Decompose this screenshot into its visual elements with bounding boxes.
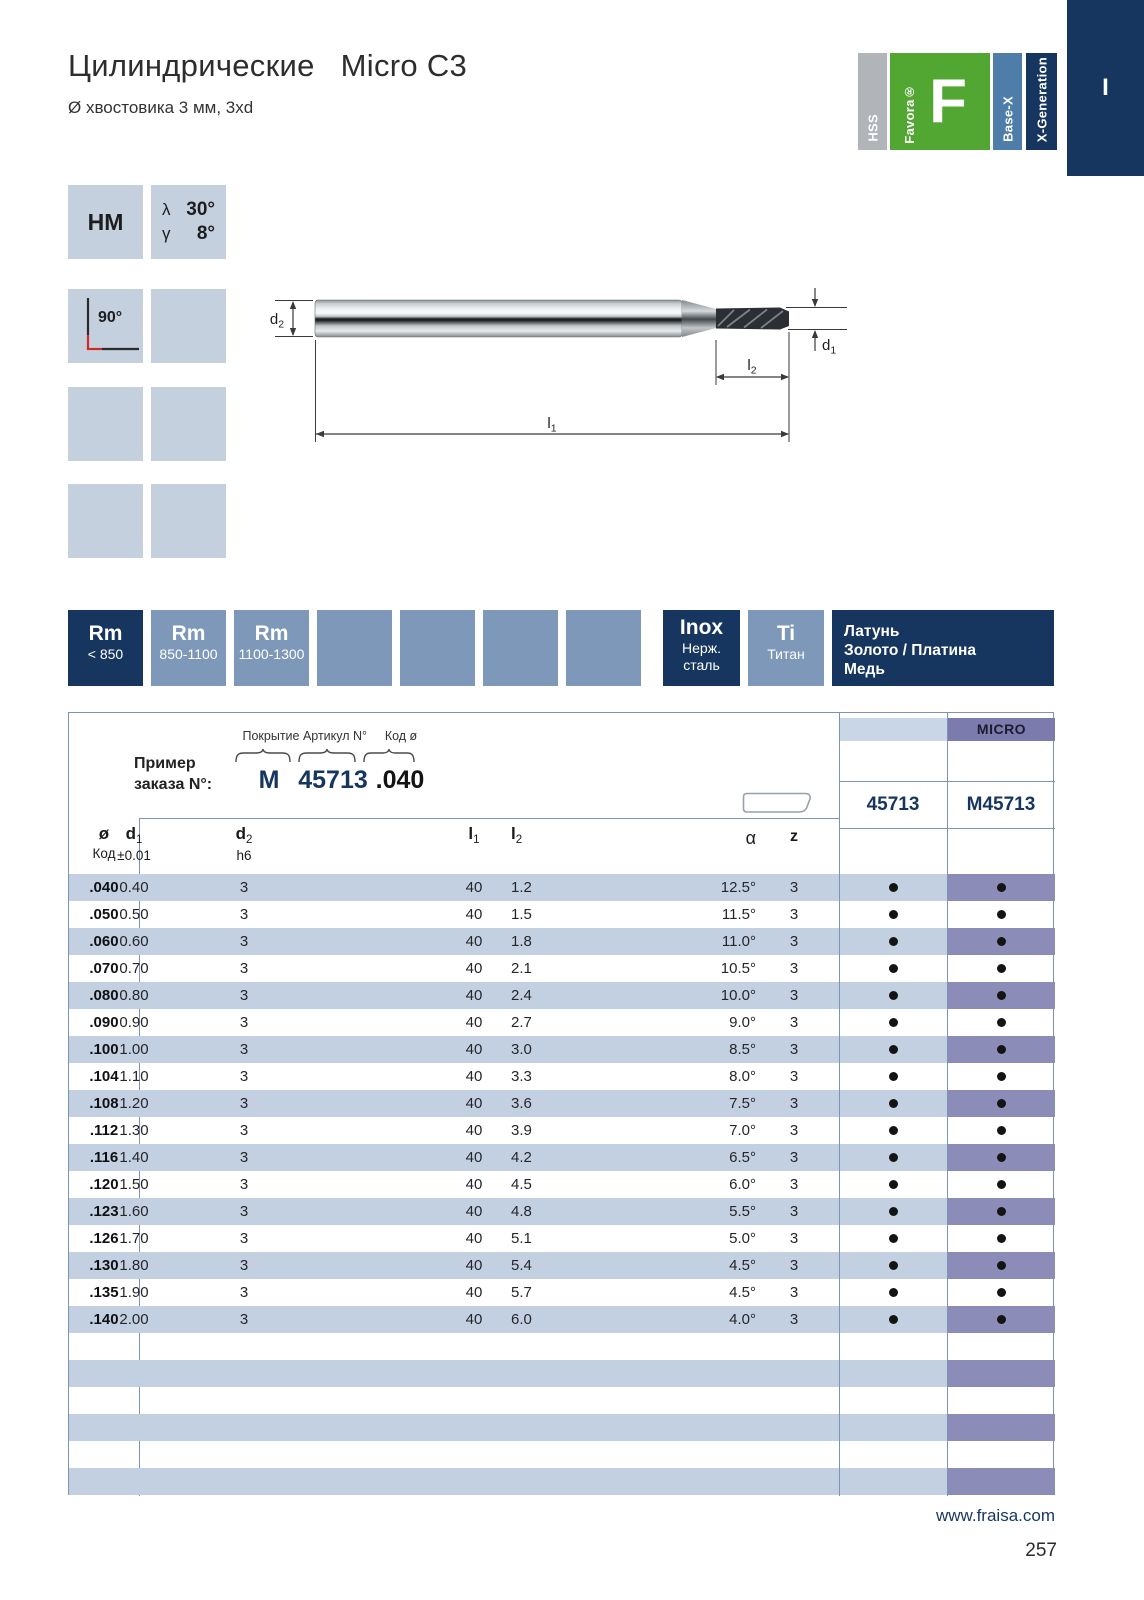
row-stripe-micro-col bbox=[948, 1387, 1055, 1414]
availability-dot-45713 bbox=[889, 1207, 898, 1216]
availability-dot-m45713 bbox=[997, 910, 1006, 919]
cell-l1: 40 bbox=[465, 933, 483, 950]
rm1-label: Rm bbox=[88, 622, 123, 645]
cell-l2: 3.6 bbox=[511, 1095, 532, 1112]
cell-alpha: 10.0° bbox=[720, 987, 756, 1004]
cell-l1: 40 bbox=[465, 1068, 483, 1085]
table-row bbox=[69, 1009, 1055, 1036]
row-stripe-main bbox=[69, 1441, 839, 1468]
material-empty-4 bbox=[566, 610, 641, 686]
cell-l1: 40 bbox=[465, 1311, 483, 1328]
cell-l1: 40 bbox=[465, 1203, 483, 1220]
tool-silhouette-icon bbox=[741, 791, 819, 815]
cell-l1: 40 bbox=[465, 960, 483, 977]
cell-d2: 3 bbox=[239, 1068, 249, 1085]
cell-l1: 40 bbox=[465, 987, 483, 1004]
table-row bbox=[69, 1468, 1055, 1495]
inox-sub1: Нерж. bbox=[682, 640, 721, 656]
cell-z: 3 bbox=[789, 1068, 799, 1085]
cell-code: .112 bbox=[89, 1122, 119, 1139]
cell-l1: 40 bbox=[465, 1176, 483, 1193]
cell-z: 3 bbox=[789, 906, 799, 923]
row-stripe-micro-col bbox=[948, 1414, 1055, 1441]
table-row bbox=[69, 1306, 1055, 1333]
cell-l1: 40 bbox=[465, 879, 483, 896]
helix-symbol: λ bbox=[162, 200, 171, 219]
page-title-model: Micro C3 bbox=[340, 48, 468, 83]
table-column-headers bbox=[69, 818, 839, 874]
product-table bbox=[68, 712, 1054, 1495]
dim-label-l2: $l_2$ bbox=[747, 357, 757, 377]
helix-angle-row bbox=[162, 198, 215, 222]
table-row bbox=[69, 1360, 1055, 1387]
availability-dot-m45713 bbox=[997, 964, 1006, 973]
cell-alpha: 8.0° bbox=[729, 1068, 756, 1085]
cell-l1: 40 bbox=[465, 1230, 483, 1247]
example-code-value: .040 bbox=[375, 766, 425, 794]
material-inox bbox=[663, 610, 740, 686]
table-row bbox=[69, 1387, 1055, 1414]
cell-d2: 3 bbox=[239, 933, 249, 950]
cell-l2: 2.1 bbox=[511, 960, 532, 977]
cell-d2: 3 bbox=[239, 1095, 249, 1112]
column-band-micro: MICRO bbox=[948, 718, 1055, 741]
cell-l1: 40 bbox=[465, 1095, 483, 1112]
cell-d2: 3 bbox=[239, 1122, 249, 1139]
row-stripe-micro-col bbox=[948, 1360, 1055, 1387]
spec-box-empty-2 bbox=[68, 387, 143, 461]
cell-z: 3 bbox=[789, 1149, 799, 1166]
cell-alpha: 6.0° bbox=[729, 1176, 756, 1193]
cell-d2: 3 bbox=[239, 1041, 249, 1058]
cell-code: .060 bbox=[89, 933, 119, 950]
cell-alpha: 7.0° bbox=[729, 1122, 756, 1139]
cell-l2: 5.7 bbox=[511, 1284, 532, 1301]
cell-code: .050 bbox=[89, 906, 119, 923]
cell-code: .100 bbox=[89, 1041, 119, 1058]
cell-z: 3 bbox=[789, 1041, 799, 1058]
cell-alpha: 5.0° bbox=[729, 1230, 756, 1247]
cell-l1: 40 bbox=[465, 1284, 483, 1301]
cell-alpha: 4.5° bbox=[729, 1257, 756, 1274]
cell-d1: 1.50 bbox=[119, 1176, 149, 1193]
article-label: Артикул N° bbox=[302, 729, 368, 743]
cell-d1: 1.80 bbox=[119, 1257, 149, 1274]
cell-d1: 0.60 bbox=[119, 933, 149, 950]
tool-technical-drawing bbox=[255, 282, 855, 457]
availability-dot-m45713 bbox=[997, 1207, 1006, 1216]
example-article-value: 45713 bbox=[298, 766, 368, 794]
cell-d1: 0.40 bbox=[119, 879, 149, 896]
cell-z: 3 bbox=[789, 1230, 799, 1247]
cell-l2: 4.2 bbox=[511, 1149, 532, 1166]
cell-code: .040 bbox=[89, 879, 119, 896]
table-row bbox=[69, 1144, 1055, 1171]
cell-code: .116 bbox=[89, 1149, 119, 1166]
tab-favora bbox=[890, 53, 990, 150]
rm3-range: 1100-1300 bbox=[238, 646, 305, 662]
cell-alpha: 12.5° bbox=[720, 879, 756, 896]
article-brace bbox=[298, 749, 356, 763]
order-example-caption-line1: Пример bbox=[134, 755, 196, 772]
cell-l2: 1.5 bbox=[511, 906, 532, 923]
cell-z: 3 bbox=[789, 1203, 799, 1220]
row-stripe-main bbox=[69, 1387, 839, 1414]
nonferrous-line3: Медь bbox=[844, 661, 885, 678]
tab-basex bbox=[993, 53, 1022, 150]
page-number: 257 bbox=[1025, 1540, 1057, 1561]
page-title bbox=[68, 48, 467, 84]
cell-alpha: 4.5° bbox=[729, 1284, 756, 1301]
availability-dot-m45713 bbox=[997, 1126, 1006, 1135]
availability-dot-45713 bbox=[889, 1072, 898, 1081]
availability-dot-45713 bbox=[889, 1261, 898, 1270]
availability-dot-45713 bbox=[889, 883, 898, 892]
order-example-caption-line2: заказа N°: bbox=[134, 776, 213, 793]
order-example-caption bbox=[134, 753, 212, 795]
cell-l2: 6.0 bbox=[511, 1311, 532, 1328]
cell-z: 3 bbox=[789, 1122, 799, 1139]
rule-order-bottom bbox=[839, 828, 1055, 829]
cell-l2: 5.4 bbox=[511, 1257, 532, 1274]
cell-d2: 3 bbox=[239, 1257, 249, 1274]
cell-code: .120 bbox=[89, 1176, 119, 1193]
cell-d1: 1.30 bbox=[119, 1122, 149, 1139]
cell-d1: 0.70 bbox=[119, 960, 149, 977]
cell-z: 3 bbox=[789, 1284, 799, 1301]
material-rm-1100-1300 bbox=[234, 610, 309, 686]
ti-label: Ti bbox=[776, 622, 796, 645]
cell-z: 3 bbox=[789, 987, 799, 1004]
material-titanium bbox=[748, 610, 824, 686]
material-rm-850 bbox=[68, 610, 143, 686]
row-stripe-main bbox=[69, 1333, 839, 1360]
cell-z: 3 bbox=[789, 1095, 799, 1112]
rake-symbol: γ bbox=[162, 224, 171, 243]
table-row bbox=[69, 1333, 1055, 1360]
cell-l1: 40 bbox=[465, 1122, 483, 1139]
material-empty-3 bbox=[483, 610, 558, 686]
row-stripe-micro-col bbox=[948, 1468, 1055, 1495]
example-coating-value: M bbox=[258, 766, 280, 794]
cell-z: 3 bbox=[789, 933, 799, 950]
availability-dot-45713 bbox=[889, 1315, 898, 1324]
rm2-label: Rm bbox=[171, 622, 206, 645]
cell-d2: 3 bbox=[239, 960, 249, 977]
cell-l2: 5.1 bbox=[511, 1230, 532, 1247]
cell-code: .080 bbox=[89, 987, 119, 1004]
table-row bbox=[69, 1117, 1055, 1144]
cell-z: 3 bbox=[789, 879, 799, 896]
cell-d2: 3 bbox=[239, 987, 249, 1004]
cell-l1: 40 bbox=[465, 906, 483, 923]
table-row bbox=[69, 901, 1055, 928]
rm3-label: Rm bbox=[254, 622, 289, 645]
cell-l2: 1.2 bbox=[511, 879, 532, 896]
cell-alpha: 8.5° bbox=[729, 1041, 756, 1058]
row-stripe-main bbox=[69, 1360, 839, 1387]
availability-dot-45713 bbox=[889, 991, 898, 1000]
availability-dot-45713 bbox=[889, 1153, 898, 1162]
column-band-plain bbox=[840, 718, 947, 741]
row-stripe-plain-col bbox=[840, 1468, 947, 1495]
cell-d2: 3 bbox=[239, 1311, 249, 1328]
table-row bbox=[69, 1198, 1055, 1225]
nonferrous-line2: Золото / Платина bbox=[844, 642, 976, 659]
material-label: HM bbox=[87, 208, 124, 235]
corner-angle-value: 90° bbox=[98, 309, 123, 326]
table-row bbox=[69, 1441, 1055, 1468]
tab-hss bbox=[858, 53, 887, 150]
cell-d2: 3 bbox=[239, 1176, 249, 1193]
table-row bbox=[69, 1252, 1055, 1279]
header-z: z bbox=[790, 828, 798, 845]
cell-d1: 1.40 bbox=[119, 1149, 149, 1166]
table-row bbox=[69, 1279, 1055, 1306]
website-link[interactable]: www.fraisa.com bbox=[935, 1506, 1055, 1525]
rm1-range: < 850 bbox=[87, 646, 124, 662]
spec-box-empty-3 bbox=[151, 387, 226, 461]
cell-d1: 1.70 bbox=[119, 1230, 149, 1247]
table-row bbox=[69, 1225, 1055, 1252]
helix-value: 30° bbox=[186, 199, 215, 220]
cell-l2: 3.0 bbox=[511, 1041, 532, 1058]
cell-code: .126 bbox=[89, 1230, 119, 1247]
material-rm-850-1100 bbox=[151, 610, 226, 686]
availability-dot-45713 bbox=[889, 1045, 898, 1054]
material-empty-1 bbox=[317, 610, 392, 686]
coating-brace bbox=[235, 749, 291, 763]
table-body bbox=[69, 874, 1055, 1495]
cell-d1: 2.00 bbox=[119, 1311, 149, 1328]
availability-dot-m45713 bbox=[997, 937, 1006, 946]
cell-alpha: 7.5° bbox=[729, 1095, 756, 1112]
availability-dot-45713 bbox=[889, 910, 898, 919]
table-row bbox=[69, 1036, 1055, 1063]
tab-basex-label: Base-X bbox=[1000, 96, 1015, 142]
nonferrous-line1: Латунь bbox=[844, 623, 900, 640]
availability-dot-45713 bbox=[889, 1234, 898, 1243]
availability-dot-45713 bbox=[889, 937, 898, 946]
cell-alpha: 11.0° bbox=[721, 933, 756, 950]
rm2-range: 850-1100 bbox=[159, 646, 218, 662]
availability-dot-m45713 bbox=[997, 1288, 1006, 1297]
tab-hss-label: HSS bbox=[865, 114, 880, 142]
material-nonferrous bbox=[832, 610, 1054, 686]
table-row bbox=[69, 955, 1055, 982]
cell-code: .108 bbox=[89, 1095, 119, 1112]
header-code-symbol: ø bbox=[98, 824, 110, 843]
availability-dot-m45713 bbox=[997, 1315, 1006, 1324]
availability-dot-m45713 bbox=[997, 1153, 1006, 1162]
rake-angle-row bbox=[162, 222, 215, 246]
cell-l2: 2.7 bbox=[511, 1014, 532, 1031]
material-empty-2 bbox=[400, 610, 475, 686]
inox-label: Inox bbox=[679, 616, 724, 639]
availability-dot-45713 bbox=[889, 1180, 898, 1189]
header-d2-fit: h6 bbox=[236, 848, 252, 864]
cell-d2: 3 bbox=[239, 1203, 249, 1220]
row-stripe-micro-col bbox=[948, 1441, 1055, 1468]
availability-dot-45713 bbox=[889, 1018, 898, 1027]
cell-d1: 0.90 bbox=[119, 1014, 149, 1031]
cell-d2: 3 bbox=[239, 1284, 249, 1301]
header-d1: $d_1$ ±0.01 bbox=[99, 824, 169, 863]
availability-dot-m45713 bbox=[997, 1099, 1006, 1108]
cell-d1: 1.60 bbox=[119, 1203, 149, 1220]
header-l1: $l_1$ bbox=[468, 824, 480, 847]
cell-l2: 3.3 bbox=[511, 1068, 532, 1085]
rake-value: 8° bbox=[196, 223, 215, 244]
page-title-ru: Цилиндрические bbox=[68, 48, 315, 83]
spec-box-angles bbox=[151, 185, 226, 259]
cell-alpha: 10.5° bbox=[720, 960, 756, 977]
dim-label-d2: $d_2$ bbox=[269, 311, 285, 331]
row-stripe-main bbox=[69, 1414, 839, 1441]
row-stripe-plain-col bbox=[840, 1360, 947, 1387]
page-subtitle: Ø хвостовика 3 мм, 3xd bbox=[68, 98, 254, 117]
tool-neck bbox=[682, 300, 716, 337]
cell-alpha: 5.5° bbox=[729, 1203, 756, 1220]
spec-box-empty-5 bbox=[151, 484, 226, 558]
availability-dot-m45713 bbox=[997, 991, 1006, 1000]
cell-d2: 3 bbox=[239, 1014, 249, 1031]
availability-dot-m45713 bbox=[997, 1234, 1006, 1243]
cell-l2: 3.9 bbox=[511, 1122, 532, 1139]
spec-box-empty-1 bbox=[151, 289, 226, 363]
table-row bbox=[69, 1090, 1055, 1117]
cell-code: .130 bbox=[89, 1257, 119, 1274]
cell-d2: 3 bbox=[239, 906, 249, 923]
availability-dot-m45713 bbox=[997, 1261, 1006, 1270]
cell-code: .090 bbox=[89, 1014, 119, 1031]
dim-label-d1: $d_1$ bbox=[822, 337, 837, 357]
table-row bbox=[69, 1171, 1055, 1198]
cell-d1: 0.80 bbox=[119, 987, 149, 1004]
order-column-plain-id: 45713 bbox=[866, 794, 920, 815]
code-label: Код ø bbox=[384, 729, 418, 743]
dim-label-l1: $l_1$ bbox=[547, 415, 557, 435]
availability-dot-45713 bbox=[889, 964, 898, 973]
cell-l2: 2.4 bbox=[511, 987, 532, 1004]
cell-z: 3 bbox=[789, 960, 799, 977]
table-row bbox=[69, 1414, 1055, 1441]
row-stripe-plain-col bbox=[840, 1441, 947, 1468]
cell-d2: 3 bbox=[239, 1149, 249, 1166]
corner-angle-icon bbox=[68, 289, 143, 363]
table-row bbox=[69, 1063, 1055, 1090]
row-stripe-micro-col bbox=[948, 1333, 1055, 1360]
cell-z: 3 bbox=[789, 1257, 799, 1274]
cell-d2: 3 bbox=[239, 1230, 249, 1247]
availability-dot-m45713 bbox=[997, 1072, 1006, 1081]
cell-d1: 0.50 bbox=[119, 906, 149, 923]
availability-dot-45713 bbox=[889, 1099, 898, 1108]
order-column-micro-id: M45713 bbox=[966, 794, 1036, 815]
tab-favora-label: Favora® bbox=[902, 84, 917, 144]
header-d1-tolerance: ±0.01 bbox=[117, 848, 151, 864]
section-index-tab bbox=[1067, 0, 1144, 176]
header-d2: $d_2$ h6 bbox=[209, 824, 279, 863]
cell-l1: 40 bbox=[465, 1041, 483, 1058]
cell-l1: 40 bbox=[465, 1149, 483, 1166]
cell-alpha: 4.0° bbox=[729, 1311, 756, 1328]
cell-z: 3 bbox=[789, 1176, 799, 1193]
spec-box-empty-4 bbox=[68, 484, 143, 558]
cell-d1: 1.20 bbox=[119, 1095, 149, 1112]
coating-label: Покрытие bbox=[242, 729, 300, 743]
cell-d2: 3 bbox=[239, 879, 249, 896]
cell-code: .104 bbox=[89, 1068, 119, 1085]
availability-dot-m45713 bbox=[997, 1045, 1006, 1054]
cell-alpha: 9.0° bbox=[729, 1014, 756, 1031]
favora-f-logo: F bbox=[929, 66, 967, 136]
ti-sub: Титан bbox=[767, 646, 805, 662]
row-stripe-main bbox=[69, 1468, 839, 1495]
availability-dot-45713 bbox=[889, 1288, 898, 1297]
cell-z: 3 bbox=[789, 1311, 799, 1328]
tab-xgeneration-label: X-Generation bbox=[1034, 56, 1049, 142]
cell-l2: 4.5 bbox=[511, 1176, 532, 1193]
cell-l1: 40 bbox=[465, 1257, 483, 1274]
availability-dot-45713 bbox=[889, 1126, 898, 1135]
row-stripe-plain-col bbox=[840, 1414, 947, 1441]
cell-code: .140 bbox=[89, 1311, 119, 1328]
cell-code: .070 bbox=[89, 960, 119, 977]
cell-alpha: 11.5° bbox=[721, 906, 756, 923]
cell-l2: 1.8 bbox=[511, 933, 532, 950]
cell-code: .135 bbox=[89, 1284, 119, 1301]
cell-code: .123 bbox=[89, 1203, 119, 1220]
cell-d1: 1.00 bbox=[119, 1041, 149, 1058]
cell-alpha: 6.5° bbox=[729, 1149, 756, 1166]
row-stripe-plain-col bbox=[840, 1387, 947, 1414]
code-brace bbox=[363, 749, 415, 763]
spec-box-corner-angle bbox=[68, 289, 143, 363]
row-stripe-plain-col bbox=[840, 1333, 947, 1360]
availability-dot-m45713 bbox=[997, 883, 1006, 892]
spec-box-material bbox=[68, 185, 143, 259]
section-index-label: I bbox=[1102, 74, 1109, 101]
availability-dot-m45713 bbox=[997, 1180, 1006, 1189]
cell-d1: 1.90 bbox=[119, 1284, 149, 1301]
table-row bbox=[69, 928, 1055, 955]
cell-d1: 1.10 bbox=[119, 1068, 149, 1085]
table-row bbox=[69, 982, 1055, 1009]
cell-l1: 40 bbox=[465, 1014, 483, 1031]
table-row bbox=[69, 874, 1055, 901]
header-alpha: α bbox=[745, 828, 756, 848]
header-code-sub: Код bbox=[92, 846, 116, 861]
inox-sub2: сталь bbox=[683, 657, 720, 673]
header-l2: $l_2$ bbox=[511, 824, 523, 847]
availability-dot-m45713 bbox=[997, 1018, 1006, 1027]
cell-l2: 4.8 bbox=[511, 1203, 532, 1220]
tool-shank bbox=[315, 300, 682, 337]
tab-xgeneration bbox=[1026, 53, 1057, 150]
cell-z: 3 bbox=[789, 1014, 799, 1031]
